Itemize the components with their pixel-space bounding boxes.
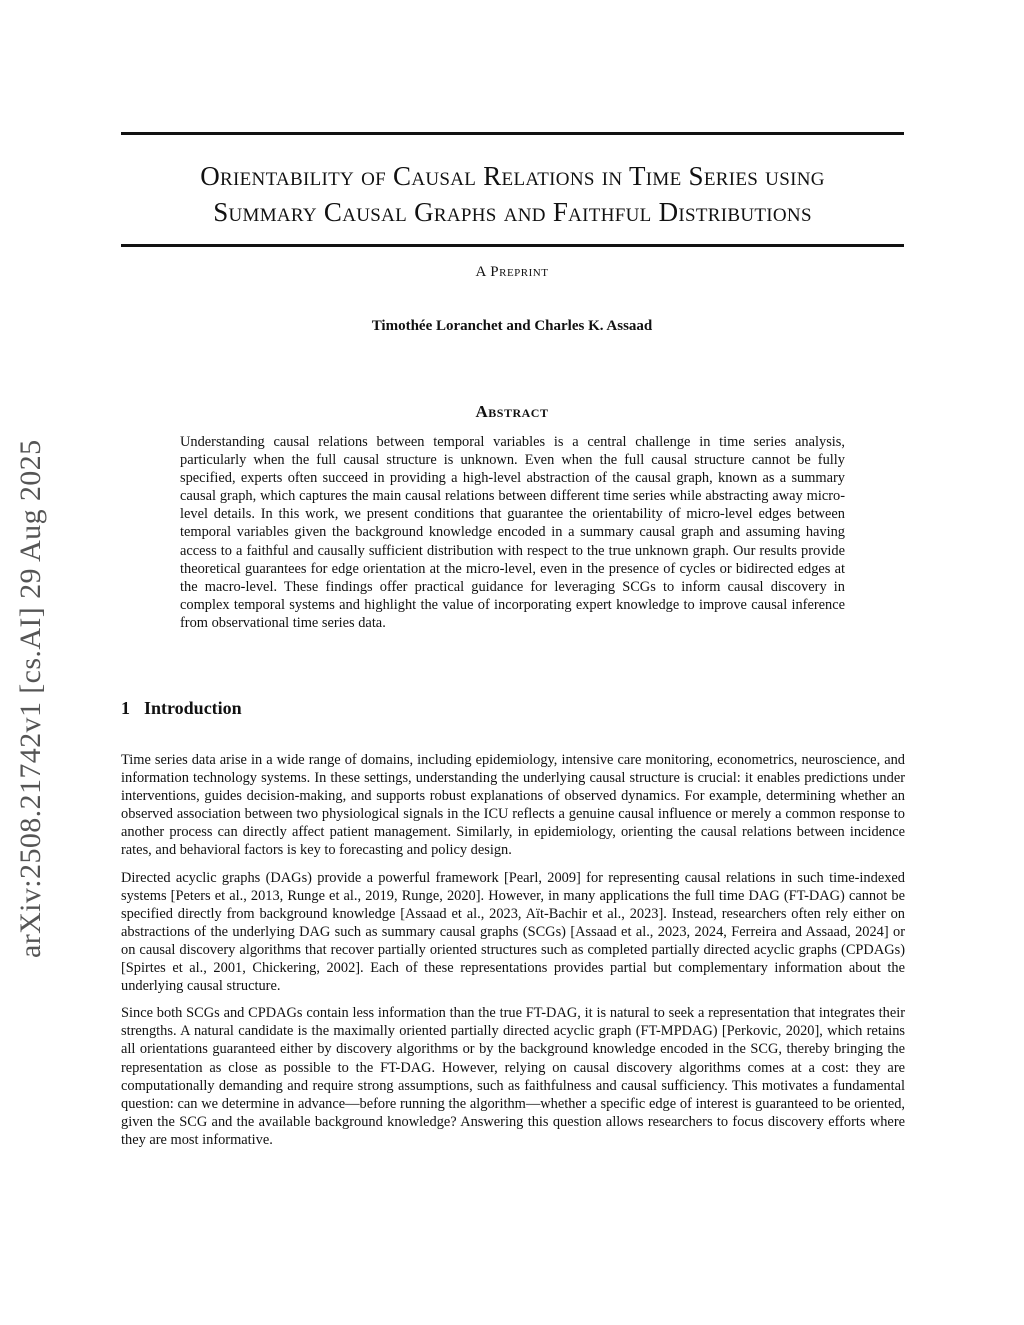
preprint-label: A Preprint — [475, 264, 549, 280]
abstract-heading: Abstract — [475, 402, 549, 421]
arxiv-identifier: arXiv:2508.21742v1 [cs.AI] 29 Aug 2025 — [14, 439, 47, 958]
title-bottom-rule — [121, 244, 904, 247]
title-top-rule — [121, 132, 904, 135]
abstract-text: Understanding causal relations between temporal variables is a central challenge in time series analysis, particularly when the full causal structure is unknown. Even when the full causal structure cannot be fully specified, experts often succeed in providing a high-level abstraction of the causal graph, known as a summary causal graph, which captures the main causal relations between different time series while abstracting away micro-level details. In this work, we present conditions that guarantee the orientability of micro-level edges between temporal variables given the background knowledge encoded in a summary causal graph and assuming having access to a faithful and causally sufficient distribution with respect to the true unknown graph. Our results provide theoretical guarantees for edge orientation at the micro-level, even in the presence of cycles or bidirected edges at the macro-level. These findings offer practical guidance for leveraging SCGs to inform causal discovery in complex temporal systems and highlight the value of incorporating expert knowledge to improve causal inference from observational time series data. — [180, 434, 845, 631]
title-line-2: Summary Causal Graphs and Faithful Distributions — [213, 197, 812, 227]
author-list: Timothée Loranchet and Charles K. Assaad — [371, 318, 653, 334]
paragraph: Time series data arise in a wide range of domains, including epidemiology, intensive care monitoring, econometrics, neuroscience, and information technology systems. In these settings, understanding the underlying causal structure is crucial: it enables predictions under interventions, guides decision-making, and supports robust explanations of observed dynamics. For example, determining whether an observed association between two physiological signals in the ICU reflects a genuine causal influence or merely a common response to another process can directly affect patient management. Similarly, in epidemiology, orienting the causal relations between incidence rates, and behavioral factors is key to forecasting and policy design. — [121, 752, 905, 859]
paragraph: Directed acyclic graphs (DAGs) provide a powerful framework [Pearl, 2009] for representing causal relations in such time-indexed systems [Peters et al., 2013, Runge et al., 2019, Runge, 2020]. However, in many applications the full time DAG (FT-DAG) cannot be specified directly from background knowledge [Assaad et al., 2023, Aït-Bachir et al., 2023]. Instead, researchers often rely either on abstractions of the underlying DAG such as summary causal graphs (SCGs) [Assaad et al., 2023, 2024, Ferreira and Assaad, 2024] or on causal discovery algorithms that recover partially oriented structures such as completed partially directed acyclic graphs (CPDAGs) [Spirtes et al., 2001, Chickering, 2002]. Each of these representations provides partial but complementary information about the underlying causal structure. — [121, 869, 905, 995]
introduction-body — [121, 751, 905, 1158]
title-line-1: Orientability of Causal Relations in Time Series using — [200, 161, 825, 191]
section-heading-introduction — [121, 698, 242, 719]
section-title: Introduction — [144, 698, 242, 718]
paper-title — [110, 158, 915, 230]
paragraph: Since both SCGs and CPDAGs contain less information than the true FT-DAG, it is natural to seek a representation that integrates their strengths. A natural candidate is the maximally oriented partially directed acyclic graph (FT-MPDAG) [Perkovic, 2020], which retains all orientations guaranteed either by discovery algorithms or by the background knowledge encoded in the SCG, thereby bringing the representation as close as possible to the FT-DAG. However, relying on causal discovery algorithms comes at a cost: they are computationally demanding and require strong assumptions, such as faithfulness and causal sufficiency. This motivates a fundamental question: can we determine in advance—before running the algorithm—whether a specific edge of interest is guaranteed to be oriented, given the SCG and the available background knowledge? Answering this question allows researchers to focus discovery efforts where they are most informative. — [121, 1005, 905, 1148]
arxiv-sidebar — [14, 439, 54, 998]
section-number: 1 — [121, 698, 130, 718]
